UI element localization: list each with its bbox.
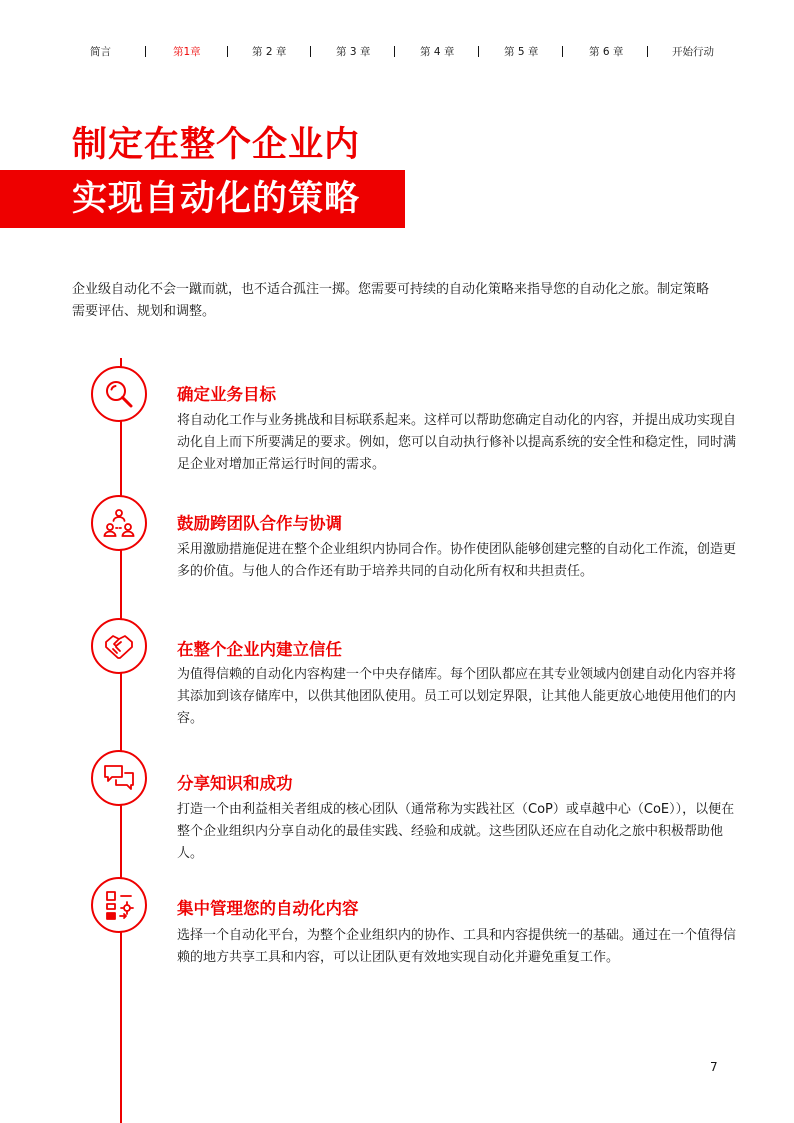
nav-intro[interactable]: 简言: [90, 46, 111, 58]
magnifier-icon: [102, 377, 136, 411]
content-hub-icon: [102, 888, 136, 922]
handshake-icon: [102, 629, 136, 663]
section-title: 确定业务目标: [177, 385, 276, 404]
intro-paragraph: 企业级自动化不会一蹴而就，也不适合孤注一掷。您需要可持续的自动化策略来指导您的自动化之旅。制定策略需要评估、规划和调整。: [72, 282, 710, 319]
section-body: 采用激励措施促进在整个企业组织内协同合作。协作使团队能够创建完整的自动化工作流，创造更多的价值。与他人的合作还有助于培养共同的自动化所有权和共担责任。: [177, 542, 737, 579]
team-icon: [102, 506, 136, 540]
nav-divider: [227, 46, 228, 57]
section-body: 将自动化工作与业务挑战和目标联系起来。这样可以帮助您确定自动化的内容，并提出成功实现自动化自上而下所要满足的要求。例如，您可以自动执行修补以提高系统的安全性和稳定性，同时满足企业对增加正常运行时间的需求。: [177, 413, 737, 472]
nav-chapter-4[interactable]: 第 4 章: [420, 46, 455, 58]
nav-divider: [394, 46, 395, 57]
page-title-line-1: 制定在整个企业内: [72, 125, 361, 165]
section-body: 为值得信赖的自动化内容构建一个中央存储库。每个团队都应在其专业领域内创建自动化内容并将其添加到该存储库中，以供其他团队使用。员工可以划定界限，让其他人能更放心地使用他们的内容。: [177, 667, 737, 726]
section-icon-circle: [91, 750, 147, 806]
nav-divider: [145, 46, 146, 57]
nav-chapter-3[interactable]: 第 3 章: [336, 46, 371, 58]
chapter-nav: [0, 44, 794, 60]
section-title: 集中管理您的自动化内容: [177, 899, 359, 918]
nav-divider: [562, 46, 563, 57]
nav-get-started[interactable]: 开始行动: [672, 46, 714, 58]
nav-divider: [478, 46, 479, 57]
section-icon-circle: [91, 495, 147, 551]
nav-chapter-6[interactable]: 第 6 章: [589, 46, 624, 58]
nav-chapter-5[interactable]: 第 5 章: [504, 46, 539, 58]
section-icon-circle: [91, 618, 147, 674]
nav-divider: [310, 46, 311, 57]
section-icon-circle: [91, 366, 147, 422]
chat-bubbles-icon: [102, 761, 136, 795]
nav-chapter-1[interactable]: 第1章: [173, 46, 201, 58]
section-body: 打造一个由利益相关者组成的核心团队（通常称为实践社区（CoP）或卓越中心（CoE）），以便在整个企业组织内分享自动化的最佳实践、经验和成就。这些团队还应在自动化之旅中积极帮助他人。: [177, 802, 735, 861]
section-icon-circle: [91, 877, 147, 933]
section-body: 选择一个自动化平台，为整个企业组织内的协作、工具和内容提供统一的基础。通过在一个值得信赖的地方共享工具和内容，可以让团队更有效地实现自动化并避免重复工作。: [177, 928, 737, 965]
section-title: 鼓励跨团队合作与协调: [177, 514, 342, 533]
nav-chapter-2[interactable]: 第 2 章: [252, 46, 287, 58]
section-title: 分享知识和成功: [177, 774, 293, 793]
page-title-line-2: 实现自动化的策略: [72, 179, 361, 219]
page-number: 7: [710, 1060, 718, 1074]
nav-divider: [647, 46, 648, 57]
timeline-line: [120, 358, 122, 1123]
section-title: 在整个企业内建立信任: [177, 640, 342, 659]
